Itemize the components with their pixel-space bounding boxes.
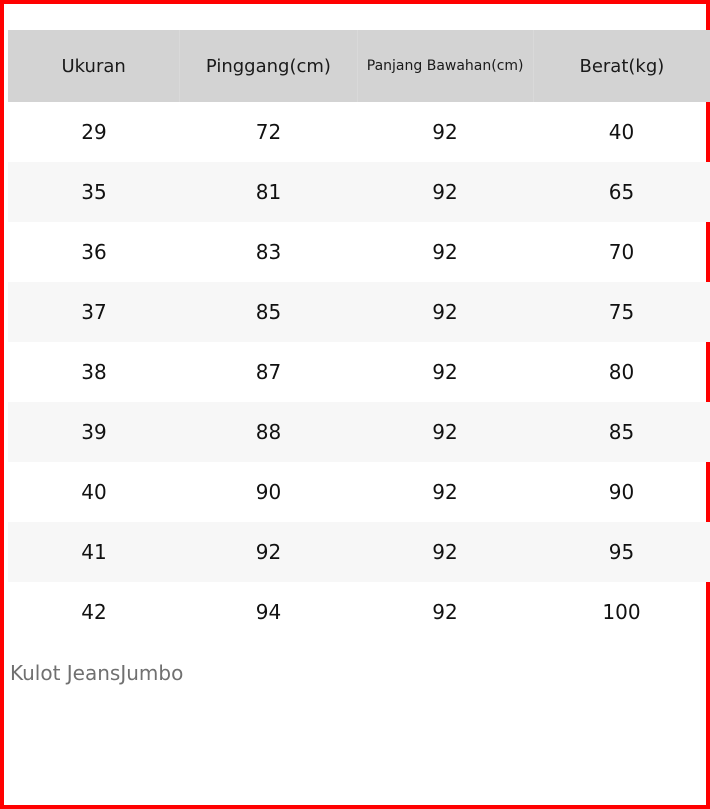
cell-panjang-bawahan: 92 bbox=[432, 300, 458, 324]
header-ukuran: Ukuran bbox=[8, 30, 180, 102]
header-pinggang: Pinggang(cm) bbox=[180, 30, 357, 102]
cell-panjang-bawahan: 92 bbox=[432, 240, 458, 264]
cell-berat: 75 bbox=[608, 300, 635, 324]
table-row bbox=[8, 102, 710, 162]
cell-berat: 70 bbox=[608, 240, 635, 264]
cell-ukuran: 41 bbox=[81, 540, 107, 564]
product-caption: Kulot JeansJumbo bbox=[10, 661, 184, 685]
cell-pinggang: 92 bbox=[255, 540, 282, 564]
table-row bbox=[8, 222, 710, 282]
cell-pinggang: 87 bbox=[255, 360, 282, 384]
cell-ukuran: 38 bbox=[81, 360, 107, 384]
header-panjang-bawahan: Panjang Bawahan(cm) bbox=[358, 30, 534, 102]
size-chart-table bbox=[8, 30, 710, 642]
cell-panjang-bawahan: 92 bbox=[432, 540, 458, 564]
cell-pinggang: 81 bbox=[255, 180, 282, 204]
cell-ukuran: 29 bbox=[81, 120, 107, 144]
table-row bbox=[8, 342, 710, 402]
table-header-row bbox=[8, 30, 710, 102]
cell-ukuran: 37 bbox=[81, 300, 107, 324]
cell-ukuran: 42 bbox=[81, 600, 107, 624]
cell-berat: 80 bbox=[608, 360, 635, 384]
cell-ukuran: 40 bbox=[81, 480, 107, 504]
table-row bbox=[8, 162, 710, 222]
cell-pinggang: 72 bbox=[255, 120, 282, 144]
cell-berat: 95 bbox=[608, 540, 635, 564]
cell-pinggang: 85 bbox=[255, 300, 282, 324]
cell-pinggang: 90 bbox=[255, 480, 282, 504]
cell-pinggang: 94 bbox=[255, 600, 282, 624]
cell-berat: 100 bbox=[602, 600, 641, 624]
cell-ukuran: 39 bbox=[81, 420, 107, 444]
cell-ukuran: 35 bbox=[81, 180, 107, 204]
cell-pinggang: 83 bbox=[255, 240, 282, 264]
cell-berat: 65 bbox=[608, 180, 635, 204]
cell-berat: 90 bbox=[608, 480, 635, 504]
cell-panjang-bawahan: 92 bbox=[432, 480, 458, 504]
cell-pinggang: 88 bbox=[255, 420, 282, 444]
cell-ukuran: 36 bbox=[81, 240, 107, 264]
cell-panjang-bawahan: 92 bbox=[432, 360, 458, 384]
table-row bbox=[8, 282, 710, 342]
cell-berat: 40 bbox=[608, 120, 635, 144]
cell-panjang-bawahan: 92 bbox=[432, 180, 458, 204]
cell-berat: 85 bbox=[608, 420, 635, 444]
table-row bbox=[8, 402, 710, 462]
table-row bbox=[8, 462, 710, 522]
cell-panjang-bawahan: 92 bbox=[432, 120, 458, 144]
table-row bbox=[8, 522, 710, 582]
table-row bbox=[8, 582, 710, 642]
cell-panjang-bawahan: 92 bbox=[432, 420, 458, 444]
cell-panjang-bawahan: 92 bbox=[432, 600, 458, 624]
header-berat: Berat(kg) bbox=[579, 55, 665, 77]
